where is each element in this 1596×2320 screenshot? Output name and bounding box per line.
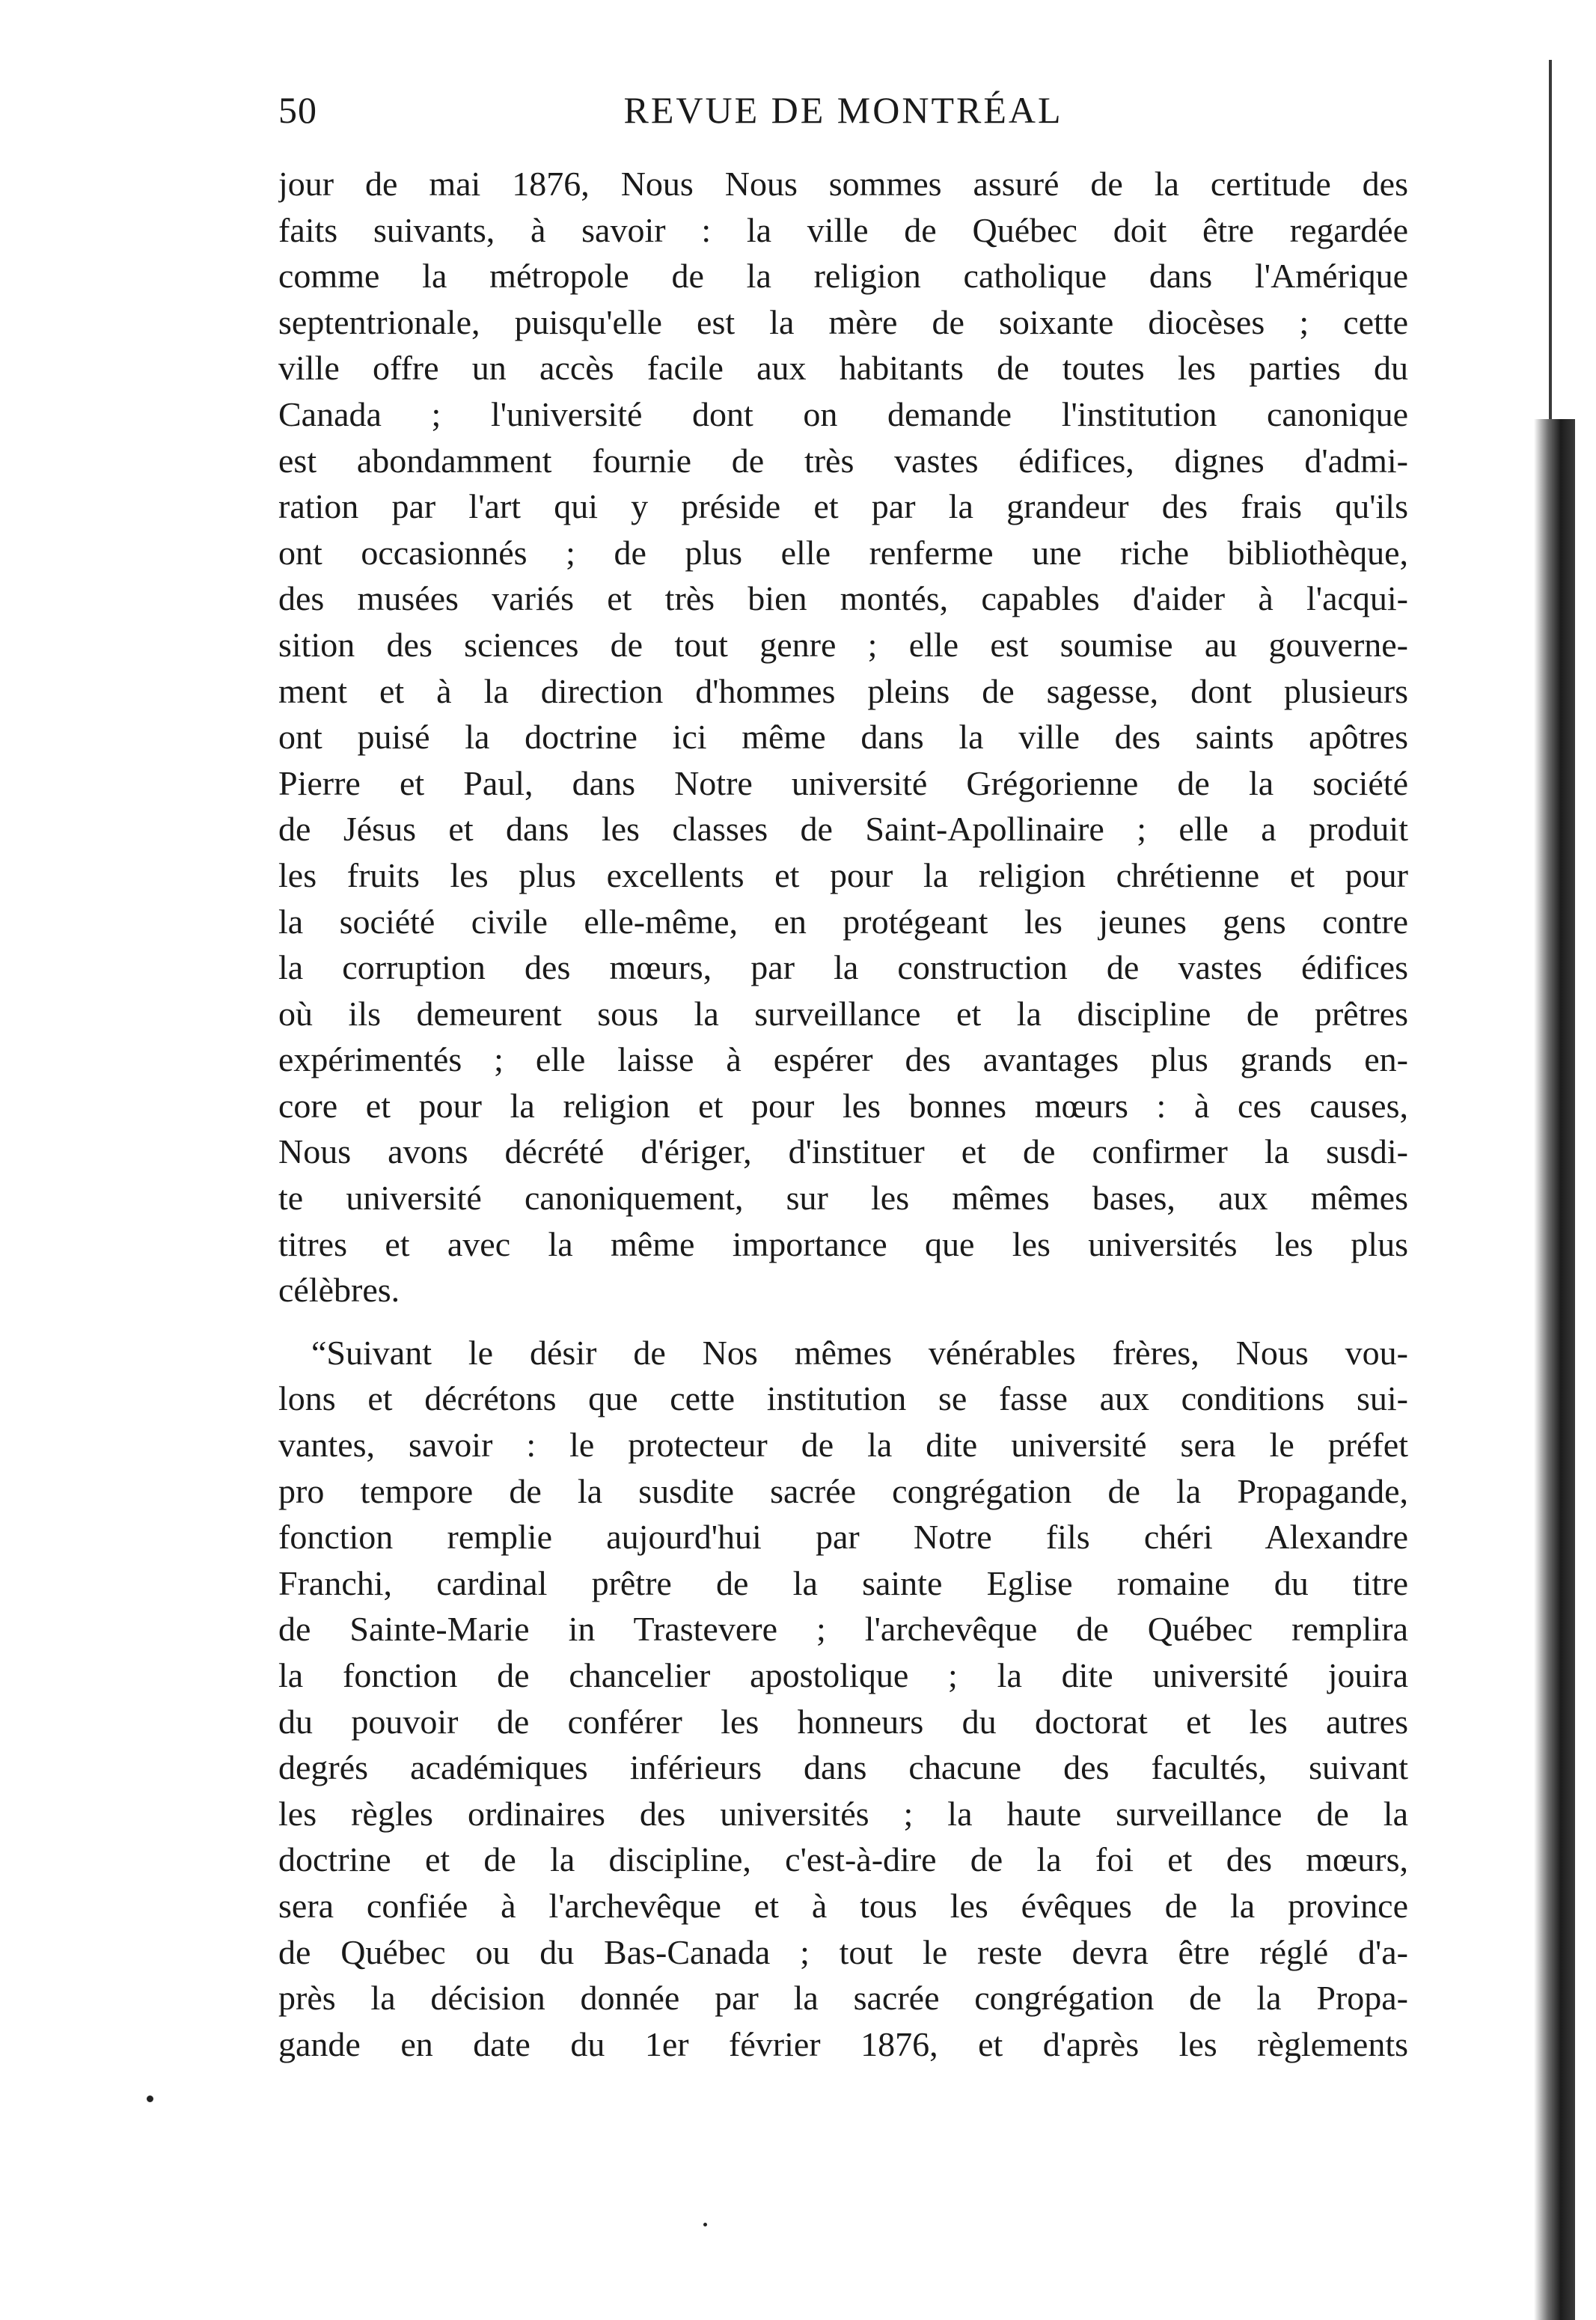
text-line: comme la métropole de la religion catholique dans l'Amérique xyxy=(278,257,1408,296)
text-line: la société civile elle-même, en protégeant les jeunes gens contre xyxy=(278,902,1408,941)
text-line: près la décision donnée par la sacrée congrégation de la Propa- xyxy=(278,1979,1408,2018)
text-line: sera confiée à l'archevêque et à tous les évêques de la province xyxy=(278,1886,1408,1925)
binding-gutter-shadow xyxy=(1534,419,1575,2320)
binding-edge-line xyxy=(1549,60,1552,419)
text-line: faits suivants, à savoir : la ville de Québec doit être regardée xyxy=(278,210,1408,249)
text-line: sition des sciences de tout genre ; elle est soumise au gouverne- xyxy=(278,625,1408,664)
text-line: la corruption des mœurs, par la construction de vastes édifices xyxy=(278,948,1408,987)
text-line: de Sainte-Marie in Trastevere ; l'archevêque de Québec remplira xyxy=(278,1610,1408,1649)
text-line: fonction remplie aujourd'hui par Notre fils chéri Alexandre xyxy=(278,1518,1408,1557)
text-line: Nous avons décrété d'ériger, d'instituer et de confirmer la susdi- xyxy=(278,1132,1408,1171)
text-line: les règles ordinaires des universités ; la haute surveillance de la xyxy=(278,1794,1408,1833)
text-line: pro tempore de la susdite sacrée congrégation de la Propagande, xyxy=(278,1471,1408,1510)
text-line: la fonction de chancelier apostolique ; la dite université jouira xyxy=(278,1656,1408,1694)
text-line: Canada ; l'université dont on demande l'institution canonique xyxy=(278,394,1408,433)
text-line: où ils demeurent sous la surveillance et la discipline de prêtres xyxy=(278,994,1408,1033)
text-line: ont puisé la doctrine ici même dans la ville des saints apôtres xyxy=(278,718,1408,757)
text-line: les fruits les plus excellents et pour la religion chrétienne et pour xyxy=(278,855,1408,894)
text-line: ment et à la direction d'hommes pleins de sagesse, dont plusieurs xyxy=(278,671,1408,710)
text-line: expérimentés ; elle laisse à espérer des avantages plus grands en- xyxy=(278,1040,1408,1079)
text-line: “Suivant le désir de Nos mêmes vénérables frères, Nous vou- xyxy=(311,1333,1408,1372)
text-line: est abondamment fournie de très vastes édifices, dignes d'admi- xyxy=(278,441,1408,480)
text-line: doctrine et de la discipline, c'est-à-dire de la foi et des mœurs, xyxy=(278,1840,1408,1879)
text-line: ration par l'art qui y préside et par la grandeur des frais qu'ils xyxy=(278,487,1408,526)
text-line: Pierre et Paul, dans Notre université Grégorienne de la société xyxy=(278,763,1408,802)
text-line: titres et avec la même importance que les universités les plus xyxy=(278,1224,1408,1263)
text-line: de Jésus et dans les classes de Saint-Apollinaire ; elle a produit xyxy=(278,810,1408,849)
text-line: des musées variés et très bien montés, capables d'aider à l'acqui- xyxy=(278,579,1408,618)
paragraph-gap xyxy=(278,1313,1408,1330)
body-text xyxy=(278,161,1408,2067)
page-header xyxy=(278,88,1408,141)
text-line: du pouvoir de conférer les honneurs du doctorat et les autres xyxy=(278,1702,1408,1741)
text-line: septentrionale, puisqu'elle est la mère de soixante diocèses ; cette xyxy=(278,302,1408,341)
text-line: ville offre un accès facile aux habitants de toutes les parties du xyxy=(278,349,1408,388)
scan-speck xyxy=(703,2223,707,2226)
text-line: célèbres. xyxy=(278,1271,400,1310)
text-line: te université canoniquement, sur les mêmes bases, aux mêmes xyxy=(278,1179,1408,1218)
scan-speck xyxy=(147,2095,153,2102)
running-title: REVUE DE MONTRÉAL xyxy=(623,89,1063,131)
text-line: lons et décrétons que cette institution se fasse aux conditions sui- xyxy=(278,1379,1408,1418)
text-line: de Québec ou du Bas-Canada ; tout le reste devra être réglé d'a- xyxy=(278,1932,1408,1971)
text-line: gande en date du 1er février 1876, et d'après les règlements xyxy=(278,2024,1408,2063)
text-line: core et pour la religion et pour les bonnes mœurs : à ces causes, xyxy=(278,1086,1408,1125)
text-line: ont occasionnés ; de plus elle renferme une riche bibliothèque, xyxy=(278,533,1408,572)
text-line: jour de mai 1876, Nous Nous sommes assuré de la certitude des xyxy=(278,165,1408,203)
paragraph-1 xyxy=(278,161,1408,1313)
paragraph-2 xyxy=(278,1330,1408,2068)
text-line: vantes, savoir : le protecteur de la dite université sera le préfet xyxy=(278,1426,1408,1465)
text-line: degrés académiques inférieurs dans chacune des facultés, suivant xyxy=(278,1748,1408,1787)
page-number: 50 xyxy=(278,89,317,131)
text-line: Franchi, cardinal prêtre de la sainte Eglise romaine du titre xyxy=(278,1563,1408,1602)
